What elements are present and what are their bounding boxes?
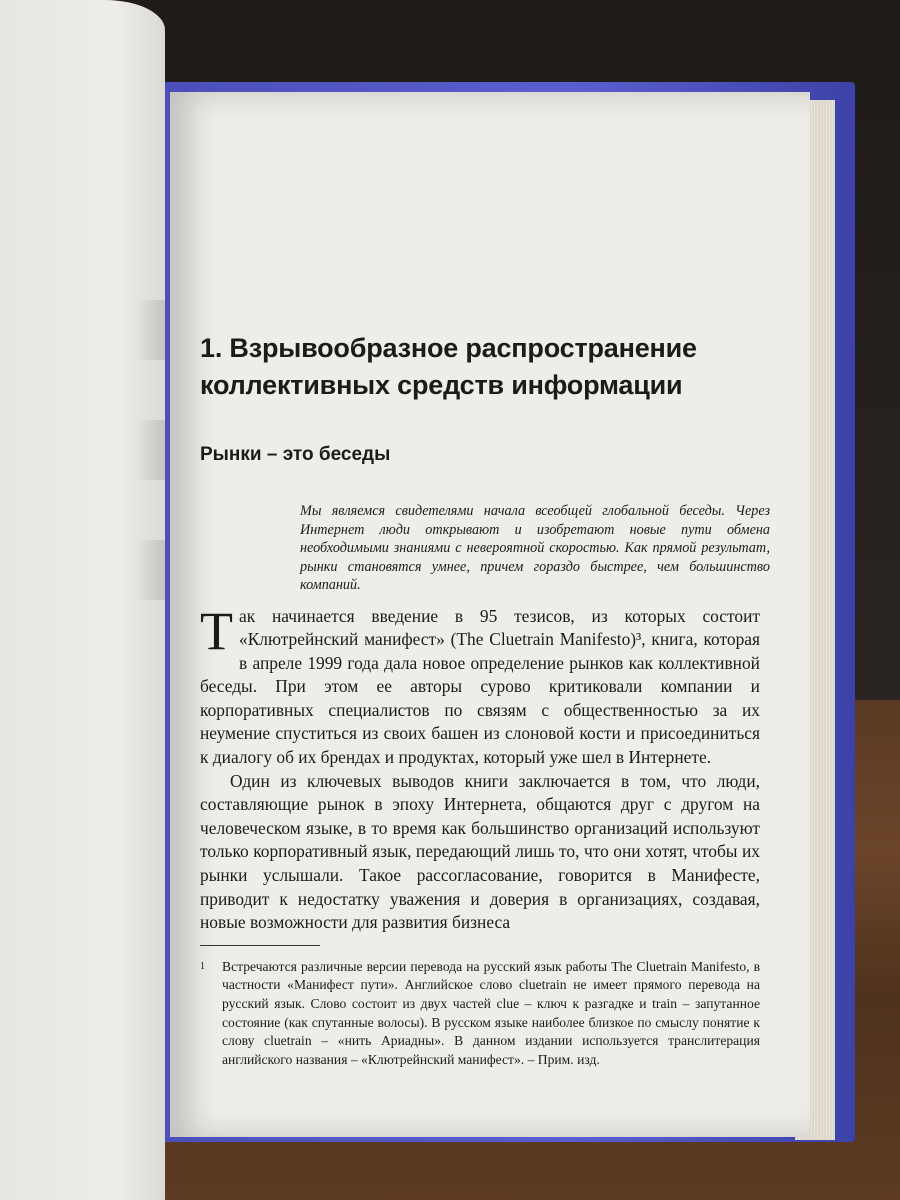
left-page — [0, 0, 165, 1200]
paragraph-1-text: ак начинается введение в 95 тезисов, из которых состоит «Клютрейнский манифест» (The Cluetrain Manifesto)³, книга, которая в апреле 1999 года дала новое определение рынков как коллективной беседы. При этом ее авторы сурово критиковали компании и корпоративных специалистов по связям с общественностью за их неумение спуститься из своих башен из слоновой кости и присоединиться к диалогу об их брендах и продуктах, который уже шел в Интернете. — [200, 605, 760, 768]
footnote-text: Встречаются различные версии перевода на русский язык работы The Cluetrain Manifesto, в частности «Манифест пути». Английское слово cluetrain не имеет прямого перевода на русский язык. Слово состоит из двух частей clue – ключ к разгадке и train – запутанное состояние (как спутанные волосы). В русском языке наиболее близкое по смыслу понятие к слову cluetrain – «нить Ариадны». В данном издании используется транслитерация английского названия – «Клютрейнский манифест». – Прим. изд. — [222, 958, 760, 1067]
book-page — [170, 92, 810, 1137]
chapter-title — [200, 330, 760, 404]
bleed-through — [135, 420, 165, 480]
bleed-through — [135, 540, 165, 600]
section-title: Рынки – это беседы — [200, 444, 391, 465]
page-content — [200, 330, 770, 1069]
epigraph: Мы являемся свидетелями начала всеобщей глобальной беседы. Через Интернет люди открывают и изобретают новые пути обмена необходимыми знаниями с невероятной скоростью. Как прямой результат, рынки становятся умнее, причем гораздо быстрее, чем большинство компаний. — [300, 503, 770, 593]
footnote-mark: 1 — [200, 960, 205, 972]
drop-cap: Т — [200, 600, 233, 661]
footnote-divider — [200, 945, 320, 946]
bleed-through — [135, 300, 165, 360]
paragraph-1 — [200, 600, 760, 770]
chapter-title-line2: коллективных средств информации — [200, 370, 683, 400]
footnote — [200, 958, 760, 1070]
body-text — [200, 600, 760, 935]
paragraph-2: Один из ключевых выводов книги заключается в том, что люди, составляющие рынок в эпоху Интернета, общаются друг с другом на человеческом языке, в то время как большинство организаций используют только корпоративный язык, передающий лишь то, что они хотят, чтобы их рынки услышали. Такое рассогласование, говорится в Манифесте, приводит к недостатку уважения и доверия в организациях, создавая, новые возможности для развития бизнеса — [200, 770, 760, 933]
chapter-title-line1: 1. Взрывообразное распространение — [200, 333, 697, 363]
